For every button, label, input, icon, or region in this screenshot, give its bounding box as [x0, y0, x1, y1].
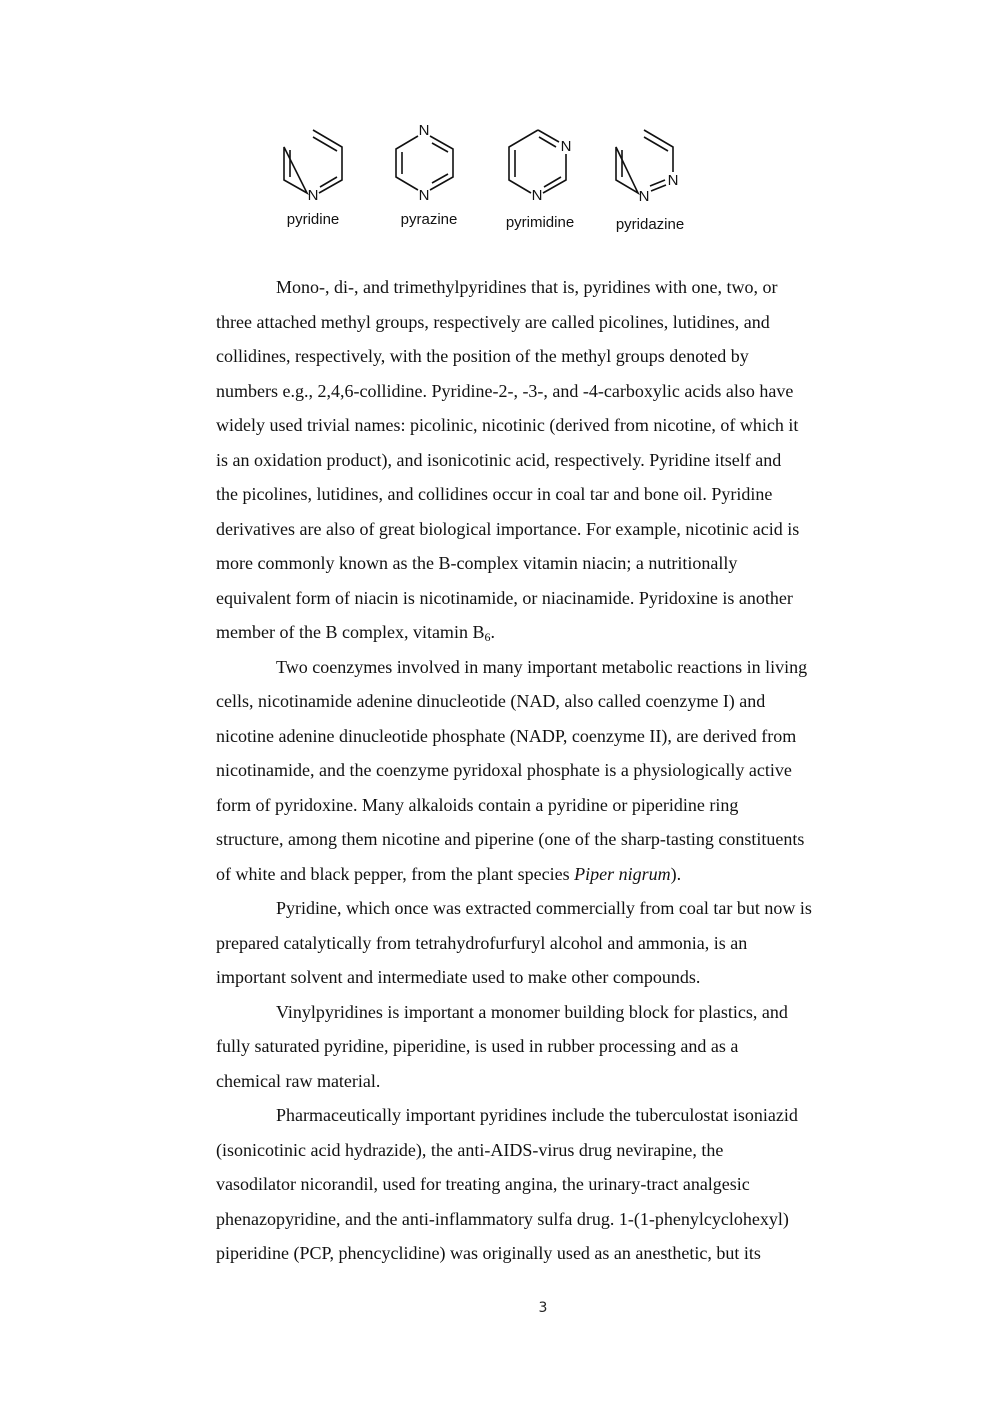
text-line: fully saturated pyridine, piperidine, is used in rubber processing and as a — [216, 1036, 739, 1056]
text-line: form of pyridoxine. Many alkaloids contain a pyridine or piperidine ring — [216, 794, 739, 815]
text-line: phenazopyridine, and the anti-inflammatory sulfa drug. 1-(1-phenylcyclohexyl) — [216, 1208, 789, 1229]
text-line: more commonly known as the B-complex vitamin niacin; a nutritionally — [216, 553, 738, 573]
text-line: cells, nicotinamide adenine dinucleotide (NAD, also called coenzyme I) and — [216, 691, 766, 711]
nitrogen-label: N — [638, 188, 650, 205]
nitrogen-label: N — [667, 172, 679, 189]
nitrogen-label: N — [560, 138, 572, 155]
text-segment: of white and black pepper, from the plant species — [216, 863, 575, 884]
text-line: three attached methyl groups, respectively are called picolines, lutidines, and — [216, 311, 770, 332]
text-line: is an oxidation product), and isonicotinic acid, respectively. Pyridine itself and — [216, 449, 782, 470]
text-line: chemical raw material. — [216, 1070, 381, 1091]
text-line: collidines, respectively, with the position of the methyl groups denoted by — [216, 346, 749, 366]
paragraph — [216, 270, 896, 650]
text-line: the picolines, lutidines, and collidines occur in coal tar and bone oil. Pyridine — [216, 484, 773, 504]
text-line: equivalent form of niacin is nicotinamide, or niacinamide. Pyridoxine is another — [216, 587, 793, 608]
structure-label-pyridazine: pyridazine — [615, 216, 685, 233]
text-line: Pharmaceutically important pyridines include the tuberculostat isoniazid — [276, 1105, 798, 1125]
text-line: nicotinamide, and the coenzyme pyridoxal phosphate is a physiologically active — [216, 760, 792, 780]
nitrogen-label: N — [418, 187, 430, 204]
subscript: 6 — [484, 630, 491, 644]
text-line: widely used trivial names: picolinic, nicotinic (derived from nicotine, of which it — [216, 415, 799, 435]
text-line: structure, among them nicotine and piperine (one of the sharp-tasting constituents — [216, 829, 805, 849]
text-line: vasodilator nicorandil, used for treating angina, the urinary-tract analgesic — [216, 1174, 750, 1194]
pyridine-structure — [284, 130, 342, 228]
paragraph — [216, 1098, 896, 1271]
pyridine-structures-figure — [0, 0, 992, 260]
body-text — [216, 270, 896, 1271]
text-line: important solvent and intermediate used to make other compounds. — [216, 967, 701, 987]
text-line: nicotine adenine dinucleotide phosphate (NADP, coenzyme II), are derived from — [216, 725, 797, 746]
pyrazine-structure — [396, 122, 457, 228]
paragraph — [216, 995, 896, 1099]
nitrogen-label: N — [531, 187, 543, 204]
text-line: numbers e.g., 2,4,6-collidine. Pyridine-2-, -3-, and -4-carboxylic acids also have — [216, 380, 794, 401]
page-number: 3 — [538, 1300, 548, 1316]
text-segment: member of the B complex, vitamin B — [216, 622, 485, 642]
nitrogen-label: N — [307, 187, 319, 204]
text-segment: . — [490, 622, 495, 642]
pyridazine-structure — [616, 130, 684, 233]
structure-label-pyridine: pyridine — [286, 211, 340, 228]
text-line: (isonicotinic acid hydrazide), the anti-AIDS-virus drug nevirapine, the — [216, 1139, 724, 1160]
italic-text: Piper nigrum — [574, 863, 671, 884]
structure-label-pyrazine: pyrazine — [400, 211, 458, 228]
text-line: prepared catalytically from tetrahydrofurfuryl alcohol and ammonia, is an — [216, 932, 748, 953]
text-line: Mono-, di-, and trimethylpyridines that is, pyridines with one, two, or — [276, 277, 778, 297]
pyrimidine-structure — [506, 130, 574, 231]
nitrogen-label: N — [418, 122, 430, 139]
text-segment: ). — [670, 863, 682, 884]
text-line — [216, 857, 896, 892]
paragraph — [216, 891, 896, 995]
text-line: piperidine (PCP, phencyclidine) was originally used as an anesthetic, but its — [216, 1243, 761, 1263]
text-line: Vinylpyridines is important a monomer building block for plastics, and — [276, 1001, 788, 1022]
paragraph — [216, 650, 896, 892]
text-line: Two coenzymes involved in many important metabolic reactions in living — [276, 656, 808, 677]
text-line — [216, 615, 896, 650]
structure-label-pyrimidine: pyrimidine — [505, 214, 575, 231]
text-line: Pyridine, which once was extracted commercially from coal tar but now is — [276, 898, 812, 918]
text-line: derivatives are also of great biological importance. For example, nicotinic acid is — [216, 518, 800, 539]
